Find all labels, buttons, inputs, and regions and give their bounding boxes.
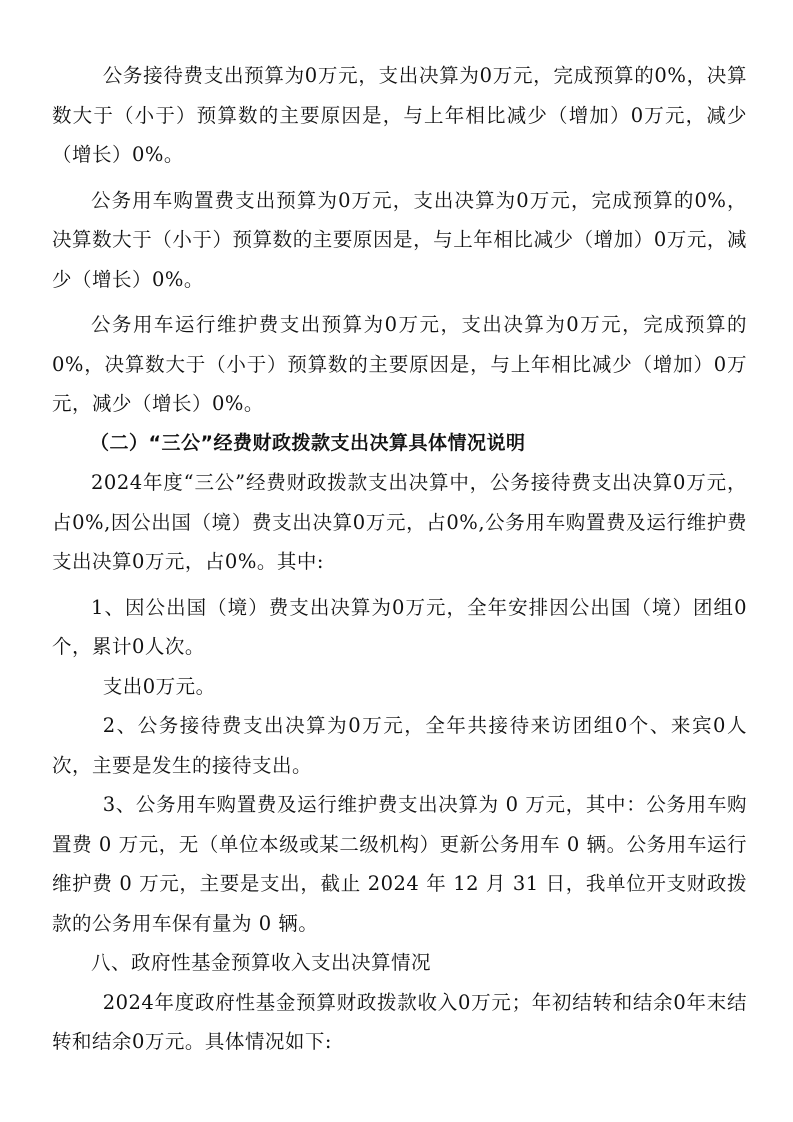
list-item-expense: 支出0万元。	[102, 674, 216, 698]
list-item-overseas: 1、因公出国（境）费支出决算为0万元，全年安排因公出国（境）团组0个，累计0人次。	[52, 595, 747, 658]
subheading-three-public: （二）“三公”经费财政拨款支出决算具体情况说明	[90, 431, 526, 454]
paragraph-reception-fee: 公务接待费支出预算为0万元，支出决算为0万元，完成预算的0%，决算数大于（小于）预算数的主要原因是，与上年相比减少（增加）0万元，减少（增长）0%。	[52, 64, 747, 166]
list-item-reception: 2、公务接待费支出决算为0万元，全年共接待来访团组0个、来宾0人次，主要是发生的接待支出。	[52, 714, 747, 777]
paragraph-summary: 2024年度“三公”经费财政拨款支出决算中，公务接待费支出决算0万元，占0%,因公出国（境）费支出决算0万元，占0%,公务用车购置费及运行维护费支出决算0万元，占0%。其中:	[52, 471, 747, 573]
section-heading-fund-budget: 八、政府性基金预算收入支出决算情况	[91, 951, 432, 974]
list-item-vehicles: 3、公务用车购置费及运行维护费支出决算为 0 万元，其中：公务用车购置费 0 万元，无（单位本级或某二级机构）更新公务用车 0 辆。公务用车运行维护费 0 万元，主要是支出，截止 2024 年 12 月 31 日，我单位开支财政拨款的公务用车保有量为 0 辆。	[52, 793, 747, 935]
paragraph-vehicle-purchase: 公务用车购置费支出预算为0万元，支出决算为0万元，完成预算的0%，决算数大于（小于）预算数的主要原因是，与上年相比减少（增加）0万元，减少（增长）0%。	[52, 188, 747, 291]
paragraph-vehicle-maintenance: 公务用车运行维护费支出预算为0万元，支出决算为0万元，完成预算的0%，决算数大于（小于）预算数的主要原因是，与上年相比减少（增加）0万元，减少（增长）0%。	[52, 313, 747, 415]
paragraph-fund-budget: 2024年度政府性基金预算财政拨款收入0万元；年初结转和结余0年末结转和结余0万元。具体情况如下:	[52, 990, 747, 1053]
document-page	[52, 56, 747, 1062]
